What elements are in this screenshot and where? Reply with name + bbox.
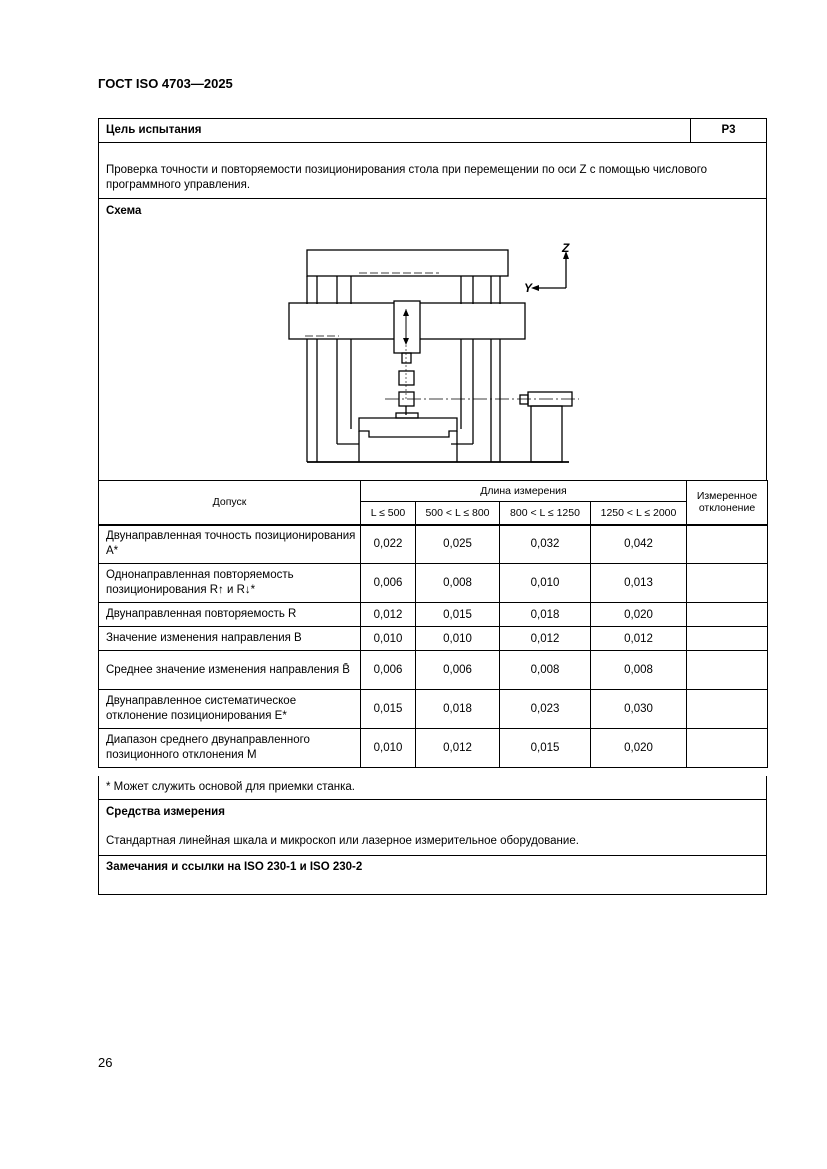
row-label: Диапазон среднего двунаправленного позиционного отклонения M bbox=[99, 729, 361, 768]
row-label: Значение изменения направления B bbox=[99, 627, 361, 651]
measured-deviation-cell[interactable] bbox=[687, 525, 768, 564]
range-header: 1250 < L ≤ 2000 bbox=[591, 502, 687, 525]
range-header: 500 < L ≤ 800 bbox=[416, 502, 500, 525]
machine-diagram bbox=[99, 199, 768, 481]
tolerance-value: 0,023 bbox=[500, 690, 591, 729]
range-header: 800 < L ≤ 1250 bbox=[500, 502, 591, 525]
tolerance-value: 0,010 bbox=[361, 729, 416, 768]
measured-deviation-cell[interactable] bbox=[687, 690, 768, 729]
tolerance-header: Допуск bbox=[99, 481, 361, 525]
purpose-description: Проверка точности и повторяемости позиционирования стола при перемещении по оси Z с помощью числового программного управления. bbox=[106, 164, 708, 191]
row-label: Двунаправленное систематическое отклонение позиционирования E* bbox=[99, 690, 361, 729]
table-row bbox=[99, 729, 768, 768]
table-row bbox=[99, 564, 768, 603]
tolerance-value: 0,010 bbox=[361, 627, 416, 651]
measuring-means-title: Средства измерения bbox=[106, 806, 225, 818]
tolerance-value: 0,020 bbox=[591, 603, 687, 627]
row-label: Однонаправленная повторяемость позиционирования R↑ и R↓* bbox=[99, 564, 361, 603]
range-header: L ≤ 500 bbox=[361, 502, 416, 525]
tolerance-value: 0,032 bbox=[500, 525, 591, 564]
tolerance-value: 0,030 bbox=[591, 690, 687, 729]
measured-deviation-header: Измеренное отклонение bbox=[687, 481, 768, 525]
row-label: Среднее значение изменения направления B̄ bbox=[99, 651, 361, 690]
tolerance-table bbox=[98, 480, 768, 768]
axis-y-label: Y bbox=[524, 281, 533, 295]
tolerance-value: 0,018 bbox=[416, 690, 500, 729]
tolerance-value: 0,012 bbox=[500, 627, 591, 651]
row-label: Двунаправленная повторяемость R bbox=[99, 603, 361, 627]
tolerance-value: 0,012 bbox=[361, 603, 416, 627]
tolerance-value: 0,022 bbox=[361, 525, 416, 564]
measured-deviation-cell[interactable] bbox=[687, 627, 768, 651]
measured-deviation-cell[interactable] bbox=[687, 651, 768, 690]
tolerance-value: 0,015 bbox=[361, 690, 416, 729]
row-label: Двунаправленная точность позиционирования A* bbox=[99, 525, 361, 564]
notes-section bbox=[98, 855, 767, 895]
measured-deviation-cell[interactable] bbox=[687, 603, 768, 627]
axis-z-label: Z bbox=[562, 241, 570, 255]
tolerance-value: 0,010 bbox=[500, 564, 591, 603]
tolerance-value: 0,020 bbox=[591, 729, 687, 768]
measuring-means-section bbox=[98, 800, 767, 856]
tolerance-value: 0,013 bbox=[591, 564, 687, 603]
table-row bbox=[99, 525, 768, 564]
tolerance-value: 0,012 bbox=[591, 627, 687, 651]
tolerance-value: 0,008 bbox=[416, 564, 500, 603]
table-row bbox=[99, 651, 768, 690]
tolerance-value: 0,006 bbox=[416, 651, 500, 690]
tolerance-value: 0,012 bbox=[416, 729, 500, 768]
scheme-title: Схема bbox=[106, 205, 142, 217]
measured-deviation-cell[interactable] bbox=[687, 564, 768, 603]
test-purpose-section bbox=[98, 118, 767, 198]
tolerance-value: 0,018 bbox=[500, 603, 591, 627]
measuring-means-text: Стандартная линейная шкала и микроскоп или лазерное измерительное оборудование. bbox=[106, 835, 579, 847]
table-row bbox=[99, 690, 768, 729]
measuring-length-header: Длина измерения bbox=[361, 481, 687, 502]
standard-header: ГОСТ ISO 4703—2025 bbox=[98, 76, 233, 91]
purpose-title: Цель испытания bbox=[106, 124, 202, 136]
test-code: P3 bbox=[690, 119, 766, 143]
table-row bbox=[99, 627, 768, 651]
table-row bbox=[99, 603, 768, 627]
page-number: 26 bbox=[98, 1055, 113, 1070]
tolerance-value: 0,015 bbox=[416, 603, 500, 627]
measured-deviation-cell[interactable] bbox=[687, 729, 768, 768]
tolerance-value: 0,008 bbox=[500, 651, 591, 690]
tolerance-value: 0,025 bbox=[416, 525, 500, 564]
tolerance-value: 0,015 bbox=[500, 729, 591, 768]
notes-title: Замечания и ссылки на ISO 230-1 и ISO 230-2 bbox=[106, 861, 363, 873]
tolerance-value: 0,010 bbox=[416, 627, 500, 651]
tolerance-value: 0,006 bbox=[361, 564, 416, 603]
scheme-section bbox=[98, 198, 767, 480]
tolerance-value: 0,008 bbox=[591, 651, 687, 690]
tolerance-value: 0,006 bbox=[361, 651, 416, 690]
footnote: * Может служить основой для приемки станка. bbox=[98, 776, 767, 800]
tolerance-value: 0,042 bbox=[591, 525, 687, 564]
